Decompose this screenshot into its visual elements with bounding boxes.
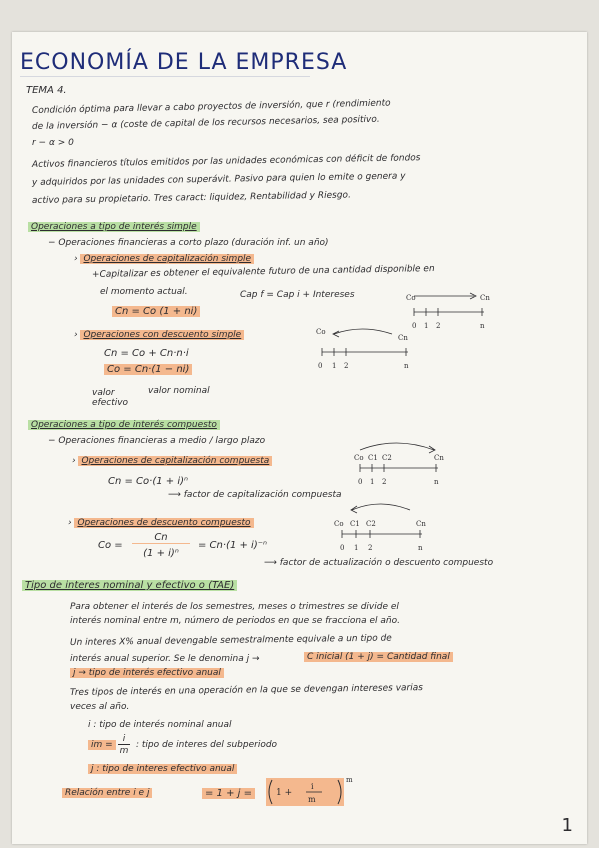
- compuesto-cap-heading: Operaciones de capitalización compuesta: [78, 456, 272, 466]
- tae-p2-line-1: Un interes X% anual devengable semestralmente equivale a un tipo de: [69, 633, 392, 648]
- diag3-cn: Cn: [434, 454, 444, 462]
- simple-desc-f1: Cn = Co + Cn·n·i: [104, 348, 189, 359]
- diag2-t0: 0: [318, 362, 323, 370]
- diag4-c2: C2: [366, 520, 376, 528]
- diag3-t1: 1: [370, 478, 375, 486]
- diag3-co: Co: [354, 454, 364, 462]
- diag2-co: Co: [316, 328, 326, 336]
- diag4-t1: 1: [354, 544, 359, 552]
- tae-p2-formula: C inicial (1 + j) = Cantidad final: [304, 652, 453, 662]
- diag3-t0: 0: [358, 478, 363, 486]
- label-valor-efectivo: valor efectivo: [92, 388, 129, 408]
- diag4-t0: 0: [340, 544, 345, 552]
- intro-line-4: Activos financieros títulos emitidos por las unidades económicas con déficit de fondos: [31, 153, 421, 170]
- rel-inner-den: m: [308, 795, 316, 804]
- tae-p2-line-2: interés anual superior. Se le denomina j →: [70, 654, 260, 664]
- simple-cap-text-2: el momento actual.: [100, 287, 188, 297]
- compuesto-sub: − Operaciones financieras a medio / largo plazo: [48, 436, 266, 446]
- diag4-t2: 2: [368, 544, 373, 552]
- simple-desc-f2: Co = Cn·(1 − ni): [104, 364, 192, 375]
- topic-label: TEMA 4.: [26, 85, 67, 96]
- intro-line-5: y adquiridos por las unidades con superávit. Pasivo para quien lo emite o genera y: [31, 171, 406, 188]
- diag2-t2: 2: [344, 362, 349, 370]
- notebook-page: ECONOMÍA DE LA EMPRESA TEMA 4. Condición óptima para llevar a cabo proyectos de inversión, que r (rendimiento de la inversión − α (coste de capital de los recursos necesarios, sea positivo. r − α > 0 Activos financieros títulos emitidos por las unidades económicas con déficit de fondos y adquiridos por las unidades con superávit. Pasivo para quien lo emite o genera y activo para su propietario. Tres caract: liquidez, Rentabilidad y Riesgo. Operaciones a tipo de interés simple − Operaciones financieras a corto plazo (duración inf. un año) › Operaciones de capitalización simple +Capitalizar es obtener el equivalente futuro de una cantidad disponible en el momento actual. Cap f = Cap i + Intereses Cn = Co (1 + ni) Co Cn 0 1 2 n › Operaciones con descuento simple Cn = Co + Cn·n·i Co = Cn·(1 − ni) valor efectivo valor nominal Co Cn 0 1 2 n Operaciones a tipo de interés compuesto − Operaciones financieras a medio / largo plazo › Operaciones de capitalización compuesta Cn = Co·(1 + i)ⁿ ⟶ factor de capitalización compuesta Co C1 C2 Cn 0 1 2 n › Operaciones de descuento compuesto Co = Cn (1 + i)ⁿ = Cn·(1 + i)⁻ⁿ ⟶ factor de actualización o descuento compuesto Co C1 C2 Cn 0 1 2 n Tipo de interes nominal y efectivo o (TAE) Para obtener el interés de los semestres, meses o trimestres se divide el interés nominal entre m, número de periodos en que se fracciona el año. Un interes X% anual devengable semestralmente equivale a un tipo de interés anual superior. Se le denomina j → C inicial (1 + j) = Cantidad final j → tipo de interés efectivo anual Tres tipos de interés en una operación en la que se devengan intereses varias veces al año. i : tipo de interés nominal anual im = i m : tipo de interes del subperiodo j : tipo de interes efectivo anual Relación entre i e j = 1 + j = 1 + i m m 1: [12, 32, 587, 844]
- label-valor-nominal: valor nominal: [148, 386, 210, 396]
- simple-cap-heading: Operaciones de capitalización simple: [80, 254, 254, 264]
- compound-cap-timeline: [348, 440, 458, 490]
- relation-formula: [266, 774, 356, 808]
- simple-desc-heading: Operaciones con descuento simple: [80, 330, 244, 340]
- def-im-den: m: [119, 746, 129, 756]
- intro-line-3: r − α > 0: [32, 138, 74, 148]
- compuesto-heading: Operaciones a tipo de interés compuesto: [28, 420, 220, 430]
- diag4-cn: Cn: [416, 520, 426, 528]
- compuesto-desc-heading: Operaciones de descuento compuesto: [74, 518, 253, 528]
- co-formula-lhs: Co =: [98, 540, 123, 551]
- diag3-c1: C1: [368, 454, 378, 462]
- compound-desc-timeline: [330, 500, 440, 556]
- co-formula-rhs: = Cn·(1 + i)⁻ⁿ: [198, 540, 268, 551]
- diag3-tn: n: [434, 478, 439, 486]
- diag1-t2: 2: [436, 322, 441, 330]
- page-title: ECONOMÍA DE LA EMPRESA: [20, 50, 348, 75]
- simple-cap-formula: Cap f = Cap i + Intereses: [240, 290, 355, 300]
- diag2-tn: n: [404, 362, 409, 370]
- co-formula-den: (1 + i)ⁿ: [143, 548, 179, 559]
- def-i: i : tipo de interés nominal anual: [88, 720, 232, 730]
- intro-line-2: de la inversión − α (coste de capital de los recursos necesarios, sea positivo.: [31, 114, 380, 132]
- def-j: j : tipo de interes efectivo anual: [88, 764, 237, 774]
- page-number: 1: [561, 815, 573, 836]
- def-im-num: i: [118, 734, 130, 745]
- rel-inner-lhs: 1 +: [276, 788, 293, 798]
- discount-timeline-1: [312, 328, 422, 374]
- diag1-cn: Cn: [480, 294, 490, 302]
- diag2-cn: Cn: [398, 334, 408, 342]
- tae-p1-line-2: interés nominal entre m, número de periodos en que se fracciona el año.: [70, 616, 400, 626]
- co-formula-num: Cn: [132, 532, 190, 544]
- diag2-t1: 1: [332, 362, 337, 370]
- diag1-tn: n: [480, 322, 485, 330]
- compuesto-formula-cn: Cn = Co·(1 + i)ⁿ: [108, 476, 189, 487]
- rel-exponent: m: [346, 776, 353, 784]
- diag3-t2: 2: [382, 478, 387, 486]
- rel-label: Relación entre i e j: [62, 788, 152, 798]
- factor-actualizacion: factor de actualización o descuento compuesto: [279, 558, 494, 568]
- diag4-co: Co: [334, 520, 344, 528]
- def-im-rhs: : tipo de interes del subperiodo: [136, 740, 278, 750]
- simple-cap-text-1: +Capitalizar es obtener el equivalente futuro de una cantidad disponible en: [91, 264, 435, 280]
- diag3-c2: C2: [382, 454, 392, 462]
- tae-heading: Tipo de interes nominal y efectivo o (TAE): [22, 580, 237, 591]
- intro-line-6: activo para su propietario. Tres caract: liquidez, Rentabilidad y Riesgo.: [31, 190, 351, 206]
- diag1-co: Co: [406, 294, 416, 302]
- simple-sub: − Operaciones financieras a corto plazo (duración inf. un año): [48, 238, 329, 248]
- simple-formula-cn: Cn = Co (1 + ni): [112, 306, 200, 317]
- diag4-tn: n: [418, 544, 423, 552]
- rel-eq: = 1 + j =: [202, 788, 255, 799]
- diag1-t1: 1: [424, 322, 429, 330]
- diag1-t0: 0: [412, 322, 417, 330]
- tae-p1-line-1: Para obtener el interés de los semestres, meses o trimestres se divide el: [70, 602, 399, 612]
- intro-line-1: Condición óptima para llevar a cabo proyectos de inversión, que r (rendimiento: [31, 98, 391, 116]
- diag4-c1: C1: [350, 520, 360, 528]
- tae-p3-line-1: Tres tipos de interés en una operación en la que se devengan intereses varias: [69, 683, 423, 698]
- factor-capitalizacion: factor de capitalización compuesta: [183, 490, 342, 500]
- tae-p3-line-2: veces al año.: [70, 702, 130, 712]
- simple-heading: Operaciones a tipo de interés simple: [28, 222, 200, 232]
- tae-p2-def-j: j → tipo de interés efectivo anual: [70, 668, 224, 678]
- rel-inner-num: i: [311, 782, 314, 791]
- def-im-lhs: im =: [88, 740, 116, 750]
